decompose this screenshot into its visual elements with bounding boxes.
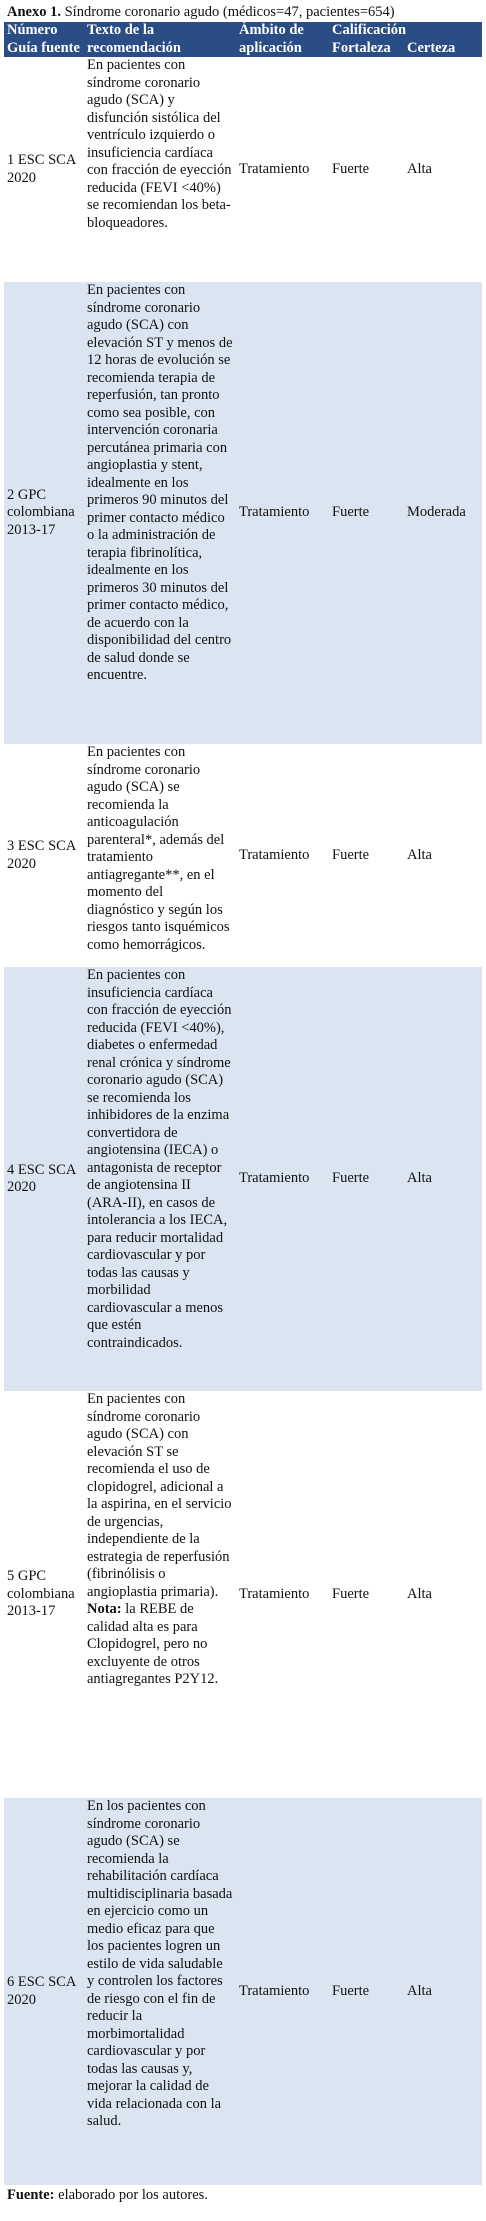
cell-certainty: Alta — [404, 1391, 482, 1798]
caption-text: Síndrome coronario agudo (médicos=47, pacientes=654) — [60, 4, 395, 20]
note-text: la REBE de calidad alta es para Clopidogrel, pero no excluyente de otros antiagregantes P2Y12. — [87, 1601, 219, 1687]
recommendations-table — [4, 22, 482, 2185]
cell-certainty: Alta — [404, 1798, 482, 2185]
header-scope: Ámbito de aplicación — [236, 22, 329, 57]
table-row — [4, 282, 482, 744]
table-row — [4, 967, 482, 1391]
cell-recommendation: En pacientes con insuficiencia cardíaca con fracción de eyección reducida (FEVI <40%), diabetes o enfermedad renal crónica y síndrome coronario agudo (SCA) se recomienda los inhibidores de la enzima convertidora de angiotensina (IECA) o antagonista de receptor de angiotensina II (ARA-II), en casos de intolerancia a los IECA, para reducir mortalidad cardiovascular y por todas las causas y morbilidad cardiovascular a menos que estén contraindicados. — [84, 967, 236, 1391]
header-rating: Calificación — [329, 22, 482, 40]
header-strength: Fortaleza — [329, 40, 404, 58]
cell-scope: Tratamiento — [236, 967, 329, 1391]
cell-scope: Tratamiento — [236, 744, 329, 967]
cell-recommendation: En pacientes con síndrome coronario agudo (SCA) se recomienda la anticoagulación parenteral*, además del tratamiento antiagregante**, en el momento del diagnóstico y según los riesgos tanto isquémicos como hemorrágicos. — [84, 744, 236, 967]
footer-label: Fuente: — [7, 2187, 55, 2203]
cell-recommendation: En pacientes con síndrome coronario agudo (SCA) con elevación ST y menos de 12 horas de evolución se recomienda terapia de reperfusión, tan pronto como sea posible, con intervención coronaria percutánea primaria con angioplastia y stent, idealmente en los primeros 90 minutos del primer contacto médico o la administración de terapia fibrinolítica, idealmente en los primeros 30 minutos del primer contacto médico, de acuerdo con la disponibilidad del centro de salud donde se encuentre. — [84, 282, 236, 744]
cell-source: 3 ESC SCA 2020 — [4, 744, 84, 967]
footer-text: elaborado por los autores. — [54, 2187, 208, 2203]
cell-source: 1 ESC SCA 2020 — [4, 57, 84, 282]
cell-strength: Fuerte — [329, 1391, 404, 1798]
table-header — [4, 22, 482, 57]
caption-label: Anexo 1. — [7, 4, 61, 20]
cell-scope: Tratamiento — [236, 1391, 329, 1798]
cell-strength: Fuerte — [329, 1798, 404, 2185]
table-row — [4, 1391, 482, 1798]
table-row — [4, 57, 482, 282]
cell-strength: Fuerte — [329, 744, 404, 967]
header-text: Texto de la recomendación — [84, 22, 236, 57]
cell-recommendation — [84, 1391, 236, 1798]
table-footer — [7, 2186, 482, 2204]
header-source: Número Guía fuente — [4, 22, 84, 57]
cell-certainty: Moderada — [404, 282, 482, 744]
cell-strength: Fuerte — [329, 282, 404, 744]
cell-certainty: Alta — [404, 967, 482, 1391]
cell-source: 2 GPC colombiana 2013-17 — [4, 282, 84, 744]
header-certainty: Certeza — [404, 40, 482, 58]
note-label: Nota: — [87, 1601, 122, 1617]
recommendation-text: En pacientes con síndrome coronario agudo (SCA) con elevación ST se recomienda el uso de clopidogrel, adicional a la aspirina, en el servicio de urgencias, independiente de la estrategia de reperfusión (fibrinólisis o angioplastia primaria). — [87, 1391, 232, 1600]
cell-recommendation: En los pacientes con síndrome coronario agudo (SCA) se recomienda la rehabilitación cardíaca multidisciplinaria basada en ejercicio como un medio eficaz para que los pacientes logren un estilo de vida saludable y controlen los factores de riesgo con el fin de reducir la morbimortalidad cardiovascular y por todas las causas y, mejorar la calidad de vida relacionada con la salud. — [84, 1798, 236, 2185]
cell-scope: Tratamiento — [236, 1798, 329, 2185]
cell-certainty: Alta — [404, 57, 482, 282]
table-row — [4, 744, 482, 967]
cell-scope: Tratamiento — [236, 57, 329, 282]
cell-source: 6 ESC SCA 2020 — [4, 1798, 84, 2185]
cell-recommendation: En pacientes con síndrome coronario agudo (SCA) y disfunción sistólica del ventrículo izquierdo o insuficiencia cardíaca con fracción de eyección reducida (FEVI <40%) se recomiendan los beta-bloqueadores. — [84, 57, 236, 282]
cell-scope: Tratamiento — [236, 282, 329, 744]
cell-certainty: Alta — [404, 744, 482, 967]
cell-strength: Fuerte — [329, 967, 404, 1391]
table-row — [4, 1798, 482, 2185]
cell-source: 4 ESC SCA 2020 — [4, 967, 84, 1391]
cell-source: 5 GPC colombiana 2013-17 — [4, 1391, 84, 1798]
table-caption — [7, 3, 482, 21]
cell-strength: Fuerte — [329, 57, 404, 282]
